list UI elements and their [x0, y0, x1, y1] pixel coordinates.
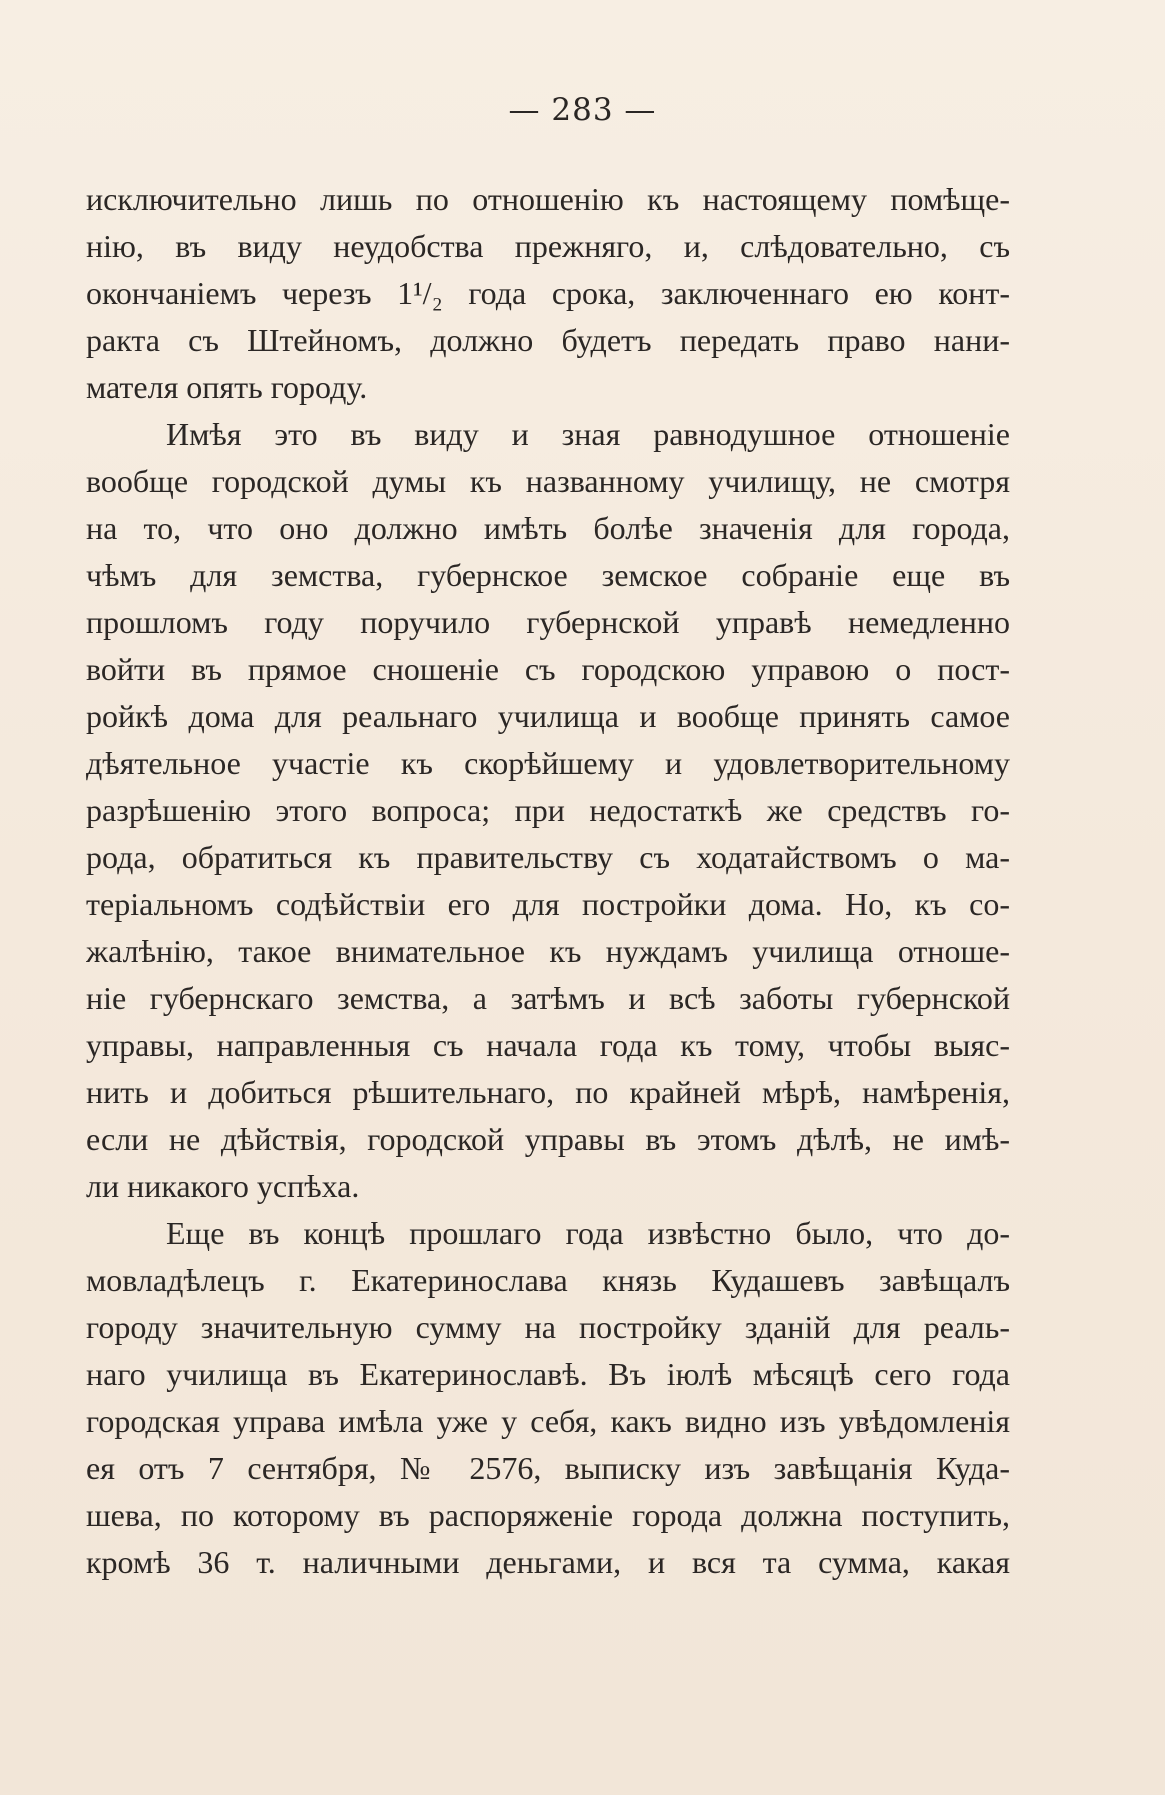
- paragraph: [86, 1210, 1010, 1586]
- text-line: ракта съ Штейномъ, должно будетъ передать право нани-: [86, 322, 1010, 358]
- text-line: шева, по которому въ распоряженіе города должна поступить,: [86, 1497, 1010, 1533]
- text-line: исключительно лишь по отношенію къ настоящему помѣще-: [86, 181, 1010, 217]
- text-line: городская управа имѣла уже у себя, какъ видно изъ увѣдомленія: [86, 1403, 1010, 1439]
- text-line: мателя опять городу.: [86, 369, 368, 405]
- text-line: городу значительную сумму на постройку зданій для реаль-: [86, 1309, 1010, 1345]
- text-line: прошломъ году поручило губернской управѣ немедленно: [86, 604, 1010, 640]
- text-line: на то, что оно должно имѣть болѣе значенія для города,: [86, 510, 1010, 546]
- text-line: мовладѣлецъ г. Екатеринослава князь Кудашевъ завѣщалъ: [86, 1262, 1010, 1298]
- text-line: разрѣшенію этого вопроса; при недостаткѣ же средствъ го-: [86, 792, 1010, 828]
- text-line: теріальномъ содѣйствіи его для постройки дома. Но, къ со-: [86, 886, 1010, 922]
- text-line: ли никакого успѣха.: [86, 1168, 360, 1204]
- text-line: ніе губернскаго земства, а затѣмъ и всѣ заботы губернской: [86, 980, 1010, 1016]
- paragraph: [86, 411, 1010, 1210]
- text-line: дѣятельное участіе къ скорѣйшему и удовлетворительному: [86, 745, 1010, 781]
- text-line: вообще городской думы къ названному училищу, не смотря: [86, 463, 1010, 499]
- body-text: [86, 176, 1010, 1586]
- text-line: Еще въ концѣ прошлаго года извѣстно было, что до-: [166, 1215, 1010, 1251]
- text-line: если не дѣйствія, городской управы въ этомъ дѣлѣ, не имѣ-: [86, 1121, 1010, 1157]
- text-line: управы, направленныя съ начала года къ тому, чтобы выяс-: [86, 1027, 1010, 1063]
- text-line: ройкѣ дома для реальнаго училища и вообще принять самое: [86, 698, 1010, 734]
- text-line: наго училища въ Екатеринославѣ. Въ іюлѣ мѣсяцѣ сего года: [86, 1356, 1010, 1392]
- text-line: кромѣ 36 т. наличными деньгами, и вся та сумма, какая: [86, 1544, 1010, 1580]
- page-number: — 283 —: [508, 92, 657, 128]
- text-line: рода, обратиться къ правительству съ ходатайствомъ о ма-: [86, 839, 1010, 875]
- text-line: чѣмъ для земства, губернское земское собраніе еще въ: [86, 557, 1010, 593]
- text-line: Имѣя это въ виду и зная равнодушное отношеніе: [166, 416, 1010, 452]
- text-line: окончаніемъ черезъ 1¹/₂ года срока, заключеннаго ею конт-: [86, 275, 1010, 311]
- text-line: войти въ прямое сношеніе съ городскою управою о пост-: [86, 651, 1010, 687]
- text-line: нить и добиться рѣшительнаго, по крайней мѣрѣ, намѣренія,: [86, 1074, 1010, 1110]
- text-line: жалѣнію, такое внимательное къ нуждамъ училища отноше-: [86, 933, 1010, 969]
- text-line: нію, въ виду неудобства прежняго, и, слѣдовательно, съ: [86, 228, 1010, 264]
- paragraph: [86, 176, 1010, 411]
- text-line: ея отъ 7 сентября, № 2576, выписку изъ завѣщанія Куда-: [86, 1450, 1010, 1486]
